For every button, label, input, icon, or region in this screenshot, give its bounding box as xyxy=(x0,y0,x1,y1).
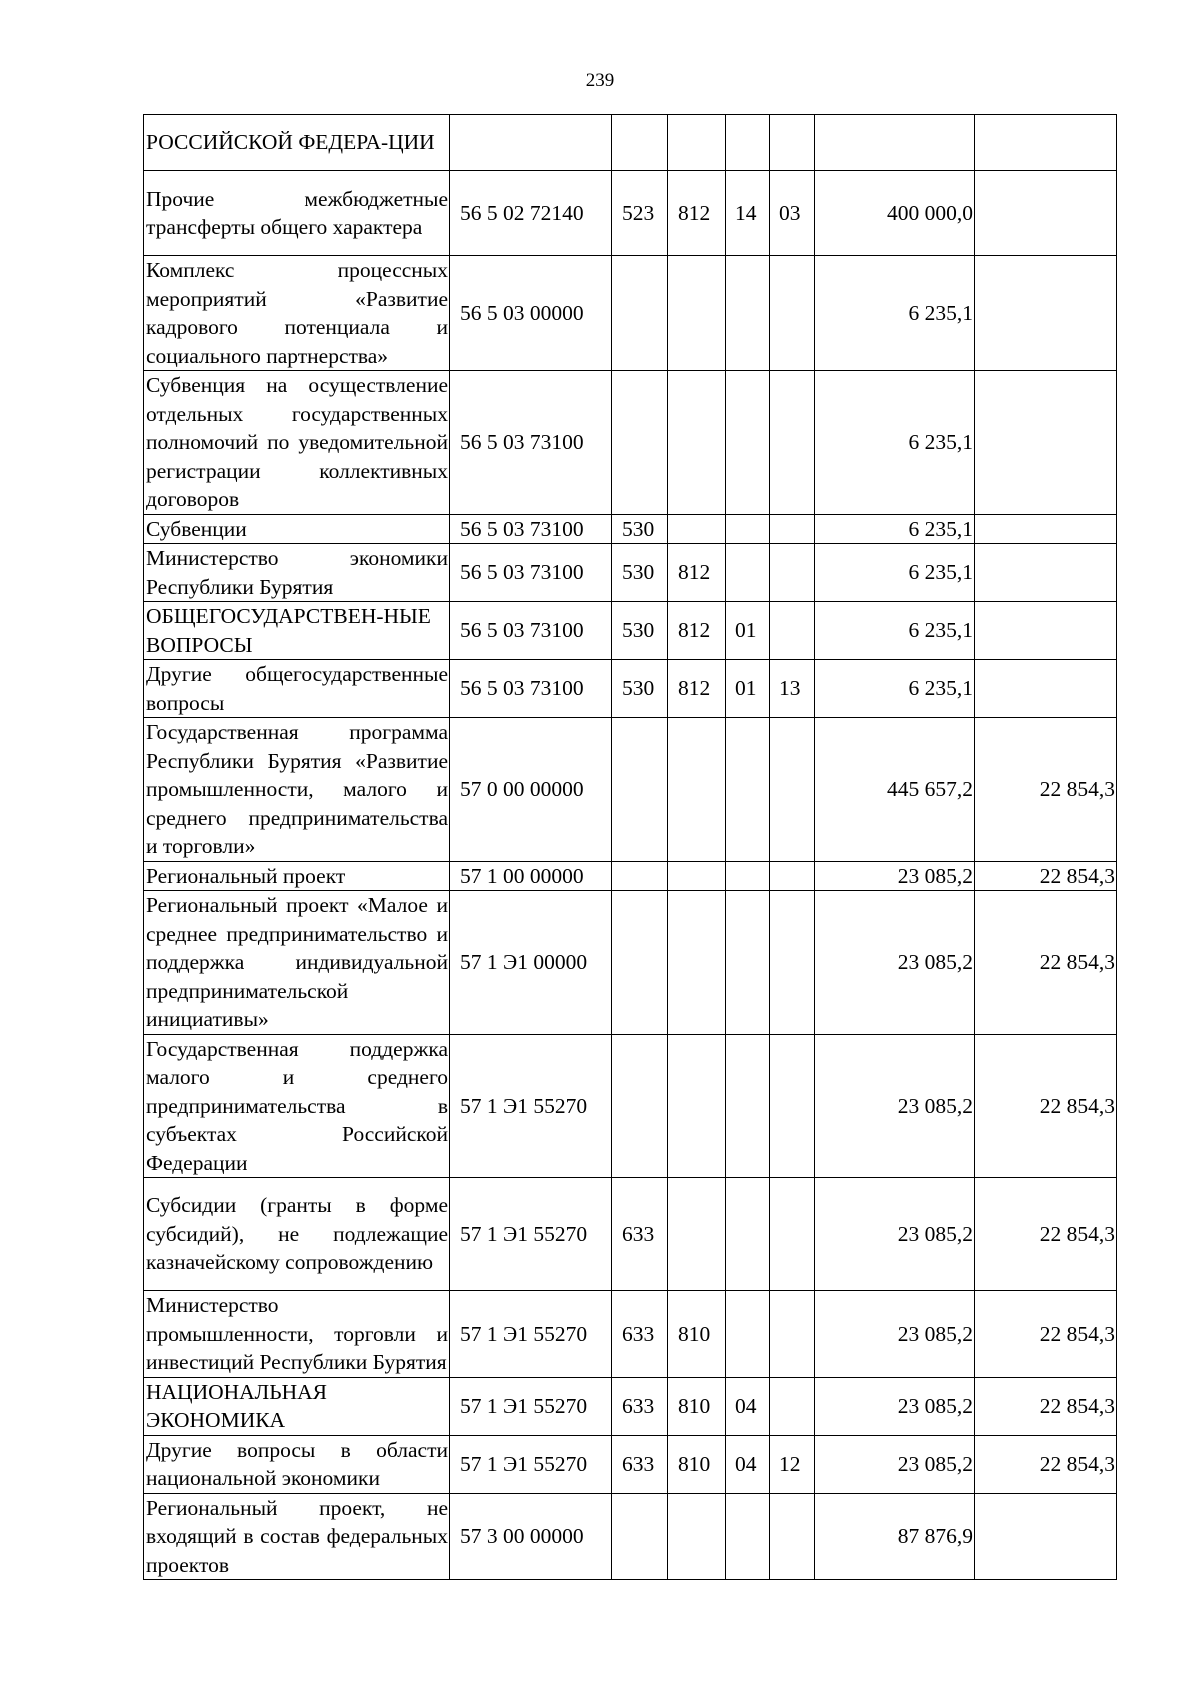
row-name-cell: Субсидии (гранты в форме субсидий), не подлежащие казначейскому сопровождению xyxy=(144,1178,450,1291)
federal-amount-cell: 22 854,3 xyxy=(975,1291,1117,1378)
row-name-cell: Министерство промышленности, торговли и инвестиций Республики Бурятия xyxy=(144,1291,450,1378)
target-article-cell: 56 5 03 73100 xyxy=(450,602,612,660)
section-code-cell xyxy=(726,256,770,371)
amount-cell: 87 876,9 xyxy=(815,1493,975,1580)
table-row xyxy=(144,1435,1117,1493)
target-article-cell: 56 5 03 73100 xyxy=(450,660,612,718)
expense-type-cell: 530 xyxy=(612,514,668,544)
section-code-cell: 01 xyxy=(726,660,770,718)
federal-amount-cell: 22 854,3 xyxy=(975,861,1117,891)
expense-type-cell: 633 xyxy=(612,1435,668,1493)
federal-amount-cell xyxy=(975,514,1117,544)
amount-cell: 445 657,2 xyxy=(815,718,975,862)
amount-cell: 23 085,2 xyxy=(815,861,975,891)
amount-cell xyxy=(815,115,975,171)
expense-type-cell xyxy=(612,1034,668,1178)
target-article-cell: 56 5 03 73100 xyxy=(450,544,612,602)
target-article-cell: 57 1 Э1 55270 xyxy=(450,1034,612,1178)
federal-amount-cell xyxy=(975,602,1117,660)
table-row xyxy=(144,1377,1117,1435)
federal-amount-cell xyxy=(975,256,1117,371)
federal-amount-cell: 22 854,3 xyxy=(975,1435,1117,1493)
expense-type-cell xyxy=(612,256,668,371)
subsection-code-cell xyxy=(770,1493,815,1580)
row-name-cell: Государственная программа Республики Бурятия «Развитие промышленности, малого и среднего предпринимательства и торговли» xyxy=(144,718,450,862)
table-row xyxy=(144,171,1117,256)
subsection-code-cell xyxy=(770,602,815,660)
subsection-code-cell xyxy=(770,371,815,515)
section-code-cell xyxy=(726,1493,770,1580)
row-name-cell: Министерство экономики Республики Бурятия xyxy=(144,544,450,602)
federal-amount-cell xyxy=(975,544,1117,602)
expense-type-cell xyxy=(612,371,668,515)
expense-type-cell: 523 xyxy=(612,171,668,256)
table-row xyxy=(144,718,1117,862)
section-code-cell xyxy=(726,544,770,602)
section-code-cell xyxy=(726,1034,770,1178)
amount-cell: 23 085,2 xyxy=(815,1377,975,1435)
department-code-cell: 810 xyxy=(668,1377,726,1435)
section-code-cell: 14 xyxy=(726,171,770,256)
row-name-cell: РОССИЙСКОЙ ФЕДЕРА-ЦИИ xyxy=(144,115,450,171)
expense-type-cell: 530 xyxy=(612,602,668,660)
table-row xyxy=(144,660,1117,718)
row-name-cell: Прочие межбюджетные трансферты общего характера xyxy=(144,171,450,256)
row-name-cell: ОБЩЕГОСУДАРСТВЕН-НЫЕ ВОПРОСЫ xyxy=(144,602,450,660)
table-row xyxy=(144,544,1117,602)
amount-cell: 6 235,1 xyxy=(815,544,975,602)
table-row xyxy=(144,115,1117,171)
subsection-code-cell xyxy=(770,514,815,544)
section-code-cell xyxy=(726,371,770,515)
federal-amount-cell: 22 854,3 xyxy=(975,1178,1117,1291)
department-code-cell xyxy=(668,514,726,544)
amount-cell: 6 235,1 xyxy=(815,602,975,660)
federal-amount-cell xyxy=(975,371,1117,515)
subsection-code-cell: 13 xyxy=(770,660,815,718)
section-code-cell xyxy=(726,514,770,544)
department-code-cell xyxy=(668,861,726,891)
amount-cell: 23 085,2 xyxy=(815,1034,975,1178)
budget-table xyxy=(143,114,1117,1580)
amount-cell: 23 085,2 xyxy=(815,1291,975,1378)
expense-type-cell: 530 xyxy=(612,660,668,718)
target-article-cell: 57 1 Э1 00000 xyxy=(450,891,612,1035)
subsection-code-cell xyxy=(770,1034,815,1178)
federal-amount-cell xyxy=(975,115,1117,171)
section-code-cell xyxy=(726,718,770,862)
table-row xyxy=(144,256,1117,371)
department-code-cell xyxy=(668,371,726,515)
expense-type-cell xyxy=(612,115,668,171)
federal-amount-cell: 22 854,3 xyxy=(975,1377,1117,1435)
expense-type-cell: 633 xyxy=(612,1377,668,1435)
row-name-cell: Региональный проект, не входящий в состав федеральных проектов xyxy=(144,1493,450,1580)
expense-type-cell xyxy=(612,718,668,862)
section-code-cell xyxy=(726,115,770,171)
section-code-cell: 04 xyxy=(726,1377,770,1435)
table-row xyxy=(144,891,1117,1035)
row-name-cell: Субвенции xyxy=(144,514,450,544)
target-article-cell: 57 1 Э1 55270 xyxy=(450,1178,612,1291)
target-article-cell: 57 0 00 00000 xyxy=(450,718,612,862)
target-article-cell: 57 1 00 00000 xyxy=(450,861,612,891)
amount-cell: 23 085,2 xyxy=(815,1178,975,1291)
subsection-code-cell xyxy=(770,718,815,862)
department-code-cell xyxy=(668,256,726,371)
row-name-cell: Другие общегосударственные вопросы xyxy=(144,660,450,718)
section-code-cell xyxy=(726,1178,770,1291)
department-code-cell xyxy=(668,1493,726,1580)
expense-type-cell: 633 xyxy=(612,1178,668,1291)
section-code-cell xyxy=(726,1291,770,1378)
expense-type-cell: 633 xyxy=(612,1291,668,1378)
table-row xyxy=(144,371,1117,515)
amount-cell: 400 000,0 xyxy=(815,171,975,256)
table-row xyxy=(144,1034,1117,1178)
target-article-cell xyxy=(450,115,612,171)
subsection-code-cell xyxy=(770,115,815,171)
row-name-cell: Региональный проект xyxy=(144,861,450,891)
subsection-code-cell: 12 xyxy=(770,1435,815,1493)
subsection-code-cell xyxy=(770,256,815,371)
subsection-code-cell: 03 xyxy=(770,171,815,256)
department-code-cell: 812 xyxy=(668,660,726,718)
subsection-code-cell xyxy=(770,1291,815,1378)
department-code-cell xyxy=(668,1178,726,1291)
department-code-cell: 810 xyxy=(668,1291,726,1378)
expense-type-cell xyxy=(612,861,668,891)
amount-cell: 23 085,2 xyxy=(815,1435,975,1493)
section-code-cell: 01 xyxy=(726,602,770,660)
federal-amount-cell: 22 854,3 xyxy=(975,891,1117,1035)
row-name-cell: Государственная поддержка малого и среднего предпринимательства в субъектах Российской Федерации xyxy=(144,1034,450,1178)
subsection-code-cell xyxy=(770,891,815,1035)
department-code-cell: 812 xyxy=(668,602,726,660)
target-article-cell: 56 5 02 72140 xyxy=(450,171,612,256)
table-row xyxy=(144,514,1117,544)
table-row xyxy=(144,1493,1117,1580)
table-row xyxy=(144,1291,1117,1378)
federal-amount-cell xyxy=(975,171,1117,256)
target-article-cell: 57 1 Э1 55270 xyxy=(450,1291,612,1378)
section-code-cell xyxy=(726,891,770,1035)
subsection-code-cell xyxy=(770,1377,815,1435)
row-name-cell: НАЦИОНАЛЬНАЯ ЭКОНОМИКА xyxy=(144,1377,450,1435)
row-name-cell: Субвенция на осуществление отдельных государственных полномочий по уведомительной регистрации коллективных договоров xyxy=(144,371,450,515)
department-code-cell xyxy=(668,891,726,1035)
department-code-cell xyxy=(668,115,726,171)
expense-type-cell xyxy=(612,1493,668,1580)
row-name-cell: Комплекс процессных мероприятий «Развитие кадрового потенциала и социального партнерства» xyxy=(144,256,450,371)
target-article-cell: 56 5 03 73100 xyxy=(450,371,612,515)
amount-cell: 6 235,1 xyxy=(815,660,975,718)
amount-cell: 23 085,2 xyxy=(815,891,975,1035)
target-article-cell: 56 5 03 73100 xyxy=(450,514,612,544)
department-code-cell: 810 xyxy=(668,1435,726,1493)
department-code-cell: 812 xyxy=(668,171,726,256)
section-code-cell: 04 xyxy=(726,1435,770,1493)
department-code-cell xyxy=(668,1034,726,1178)
federal-amount-cell xyxy=(975,660,1117,718)
row-name-cell: Другие вопросы в области национальной экономики xyxy=(144,1435,450,1493)
budget-table-body xyxy=(144,115,1117,1580)
page-number: 239 xyxy=(585,70,615,91)
table-row xyxy=(144,1178,1117,1291)
target-article-cell: 56 5 03 00000 xyxy=(450,256,612,371)
department-code-cell xyxy=(668,718,726,862)
expense-type-cell xyxy=(612,891,668,1035)
federal-amount-cell xyxy=(975,1493,1117,1580)
federal-amount-cell: 22 854,3 xyxy=(975,718,1117,862)
subsection-code-cell xyxy=(770,1178,815,1291)
amount-cell: 6 235,1 xyxy=(815,371,975,515)
row-name-cell: Региональный проект «Малое и среднее предпринимательство и поддержка индивидуальной предпринимательской инициативы» xyxy=(144,891,450,1035)
target-article-cell: 57 1 Э1 55270 xyxy=(450,1377,612,1435)
subsection-code-cell xyxy=(770,861,815,891)
section-code-cell xyxy=(726,861,770,891)
target-article-cell: 57 1 Э1 55270 xyxy=(450,1435,612,1493)
subsection-code-cell xyxy=(770,544,815,602)
table-row xyxy=(144,602,1117,660)
target-article-cell: 57 3 00 00000 xyxy=(450,1493,612,1580)
federal-amount-cell: 22 854,3 xyxy=(975,1034,1117,1178)
amount-cell: 6 235,1 xyxy=(815,514,975,544)
table-row xyxy=(144,861,1117,891)
department-code-cell: 812 xyxy=(668,544,726,602)
amount-cell: 6 235,1 xyxy=(815,256,975,371)
expense-type-cell: 530 xyxy=(612,544,668,602)
